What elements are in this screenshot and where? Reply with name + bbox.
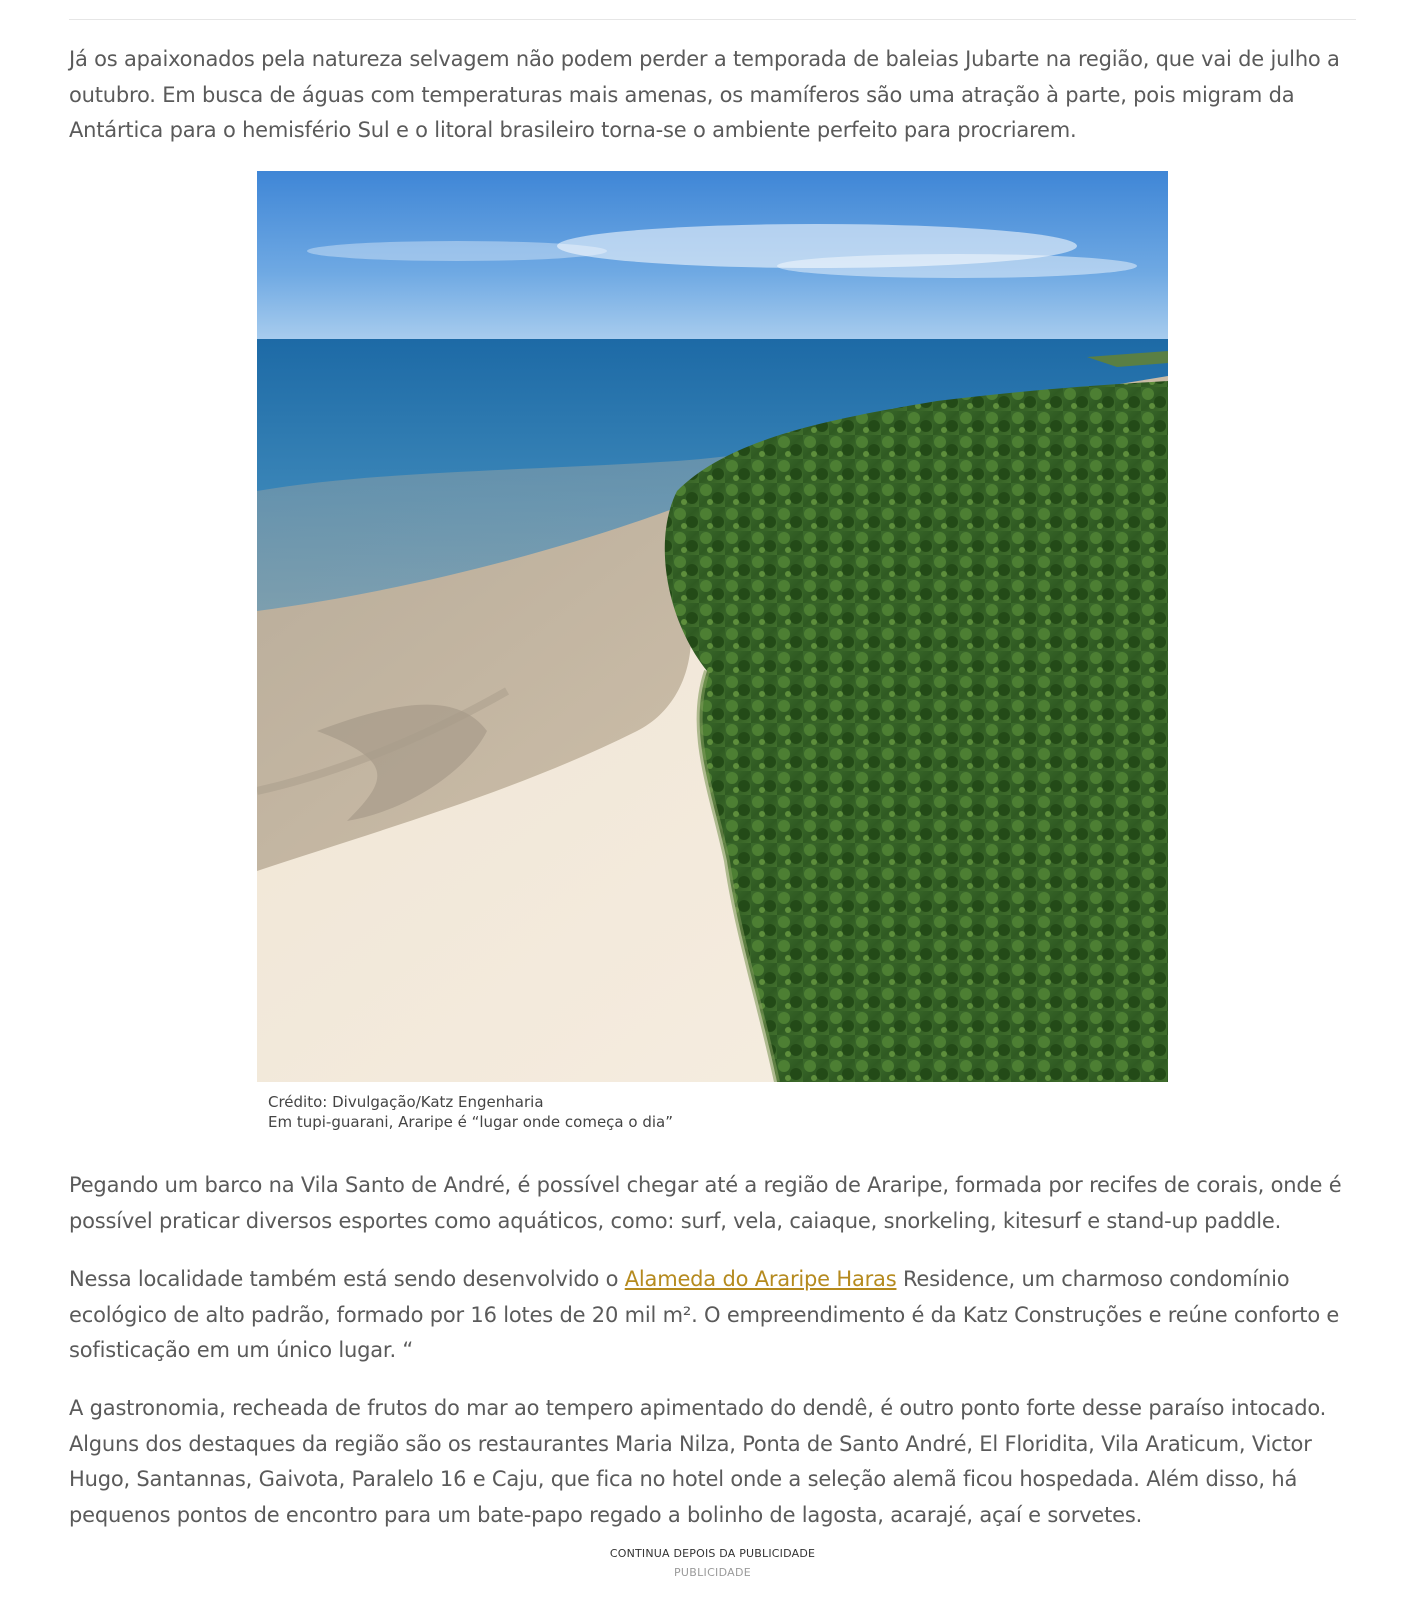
- alameda-araripe-haras-link[interactable]: Alameda do Araripe Haras: [624, 1267, 897, 1291]
- aerial-beach-photo[interactable]: [257, 171, 1168, 1082]
- ad-continues-notice: CONTINUA DEPOIS DA PUBLICIDADE: [609, 1547, 816, 1560]
- paragraph-whales: Já os apaixonados pela natureza selvagem não podem perder a temporada de baleias Jubarte na região, que vai de julho a outubro. Em busca de águas com temperaturas mais amenas, os mamíferos são uma atração à parte, pois migram da Antártica para o hemisfério Sul e o litoral brasileiro torna-se o ambiente perfeito para procriarem.: [69, 47, 1340, 142]
- photo-credit: Crédito: Divulgação/Katz Engenharia: [268, 1093, 544, 1111]
- ad-label: PUBLICIDADE: [673, 1566, 752, 1579]
- paragraph-araripe: Pegando um barco na Vila Santo de André, é possível chegar até a região de Araripe, formada por recifes de corais, onde é possível praticar diversos esportes como aquáticos, como: surf, vela, caiaque, snorkeling, kitesurf e stand-up paddle.: [69, 1173, 1342, 1233]
- figure-caption: [257, 1092, 1168, 1132]
- top-divider: [69, 19, 1356, 20]
- paragraph-alameda-after: Residence, um charmoso condomínio ecológico de alto padrão, formado por 16 lotes de 20 mil m². O empreendimento é da Katz Construções e reúne conforto e sofisticação em um único lugar. “: [69, 1267, 1340, 1362]
- paragraph-alameda-before: Nessa localidade também está sendo desenvolvido o: [69, 1267, 625, 1291]
- photo-caption: Em tupi-guarani, Araripe é “lugar onde começa o dia”: [268, 1113, 673, 1131]
- paragraph-alameda: [69, 1262, 1356, 1369]
- paragraph-gastronomy: A gastronomia, recheada de frutos do mar ao tempero apimentado do dendê, é outro ponto forte desse paraíso intocado. Alguns dos destaques da região são os restaurantes Maria Nilza, Ponta de Santo André, El Floridita, Vila Araticum, Victor Hugo, Santannas, Gaivota, Paralelo 16 e Caju, que fica no hotel onde a seleção alemã ficou hospedada. Além disso, há pequenos pontos de encontro para um bate-papo regado a bolinho de lagosta, acarajé, açaí e sorvetes.: [69, 1396, 1327, 1527]
- article-figure: [257, 171, 1168, 1132]
